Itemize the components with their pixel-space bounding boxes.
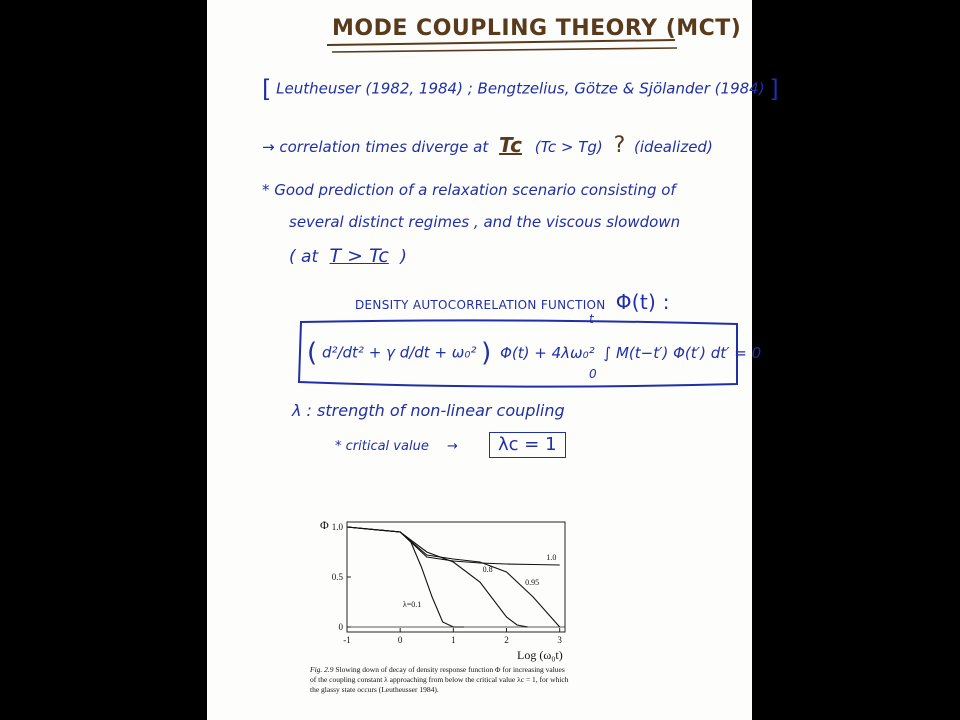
- y-tick-label: 0: [338, 622, 343, 632]
- x-tick-label: 2: [504, 635, 509, 645]
- chart-y-label: Φ: [320, 518, 329, 532]
- integral-upper-limit: t: [589, 312, 594, 326]
- series-label: 0.95: [525, 578, 540, 587]
- bracket-open-icon: [: [262, 75, 272, 103]
- asterisk-icon: *: [262, 181, 270, 199]
- x-tick-label: 3: [557, 635, 562, 645]
- x-tick-label: -1: [343, 635, 351, 645]
- lambda-line: λ : strength of non-linear coupling: [292, 401, 565, 420]
- critical-text: * critical value: [335, 439, 429, 454]
- at-open: ( at: [289, 247, 319, 267]
- at-close: ): [400, 247, 407, 267]
- tc-symbol: Tc: [499, 133, 522, 157]
- t-gt-tc: T > Tc: [329, 245, 389, 267]
- references-text: Leutheuser (1982, 1984) ; Bengtzelius, Götze & Sjölander (1984): [276, 79, 765, 98]
- x-tick-label: 0: [397, 635, 403, 645]
- chart-x-label: Log (ω₀t): [517, 648, 563, 662]
- caption-text: Slowing down of decay of density response function Φ for increasing values of the coupling constant λ approaching from below the critical value λc = 1, for which the glassy state occurs (Leutheusser 1984).: [310, 665, 569, 694]
- tc-tg-condition: (Tc > Tg): [534, 138, 603, 156]
- series-label: 1.0: [546, 553, 557, 562]
- prediction-text-a: Good prediction of a relaxation scenario consisting of: [274, 181, 676, 199]
- equation-phi-term: Φ(t) + 4λω₀²: [500, 343, 595, 362]
- phi-t-symbol: Φ(t) :: [615, 290, 670, 314]
- paren-open: (: [307, 338, 318, 368]
- equation-operator: d²/dt² + γ d/dt + ω₀²: [321, 343, 477, 362]
- caption-fig: Fig. 2.9: [310, 665, 334, 674]
- chart-frame: [347, 522, 565, 632]
- arrow-icon: →: [262, 138, 275, 156]
- integral-lower-limit: 0: [589, 367, 597, 381]
- y-tick-label: 1.0: [331, 522, 343, 532]
- paren-close: ): [481, 338, 492, 368]
- figure-caption: [310, 665, 570, 695]
- x-tick-label: 1: [451, 635, 456, 645]
- prediction-line-2: several distinct regimes , and the viscous slowdown: [289, 213, 681, 231]
- series-line: [347, 527, 528, 627]
- bracket-close-icon: ]: [769, 75, 779, 103]
- page-title: MODE COUPLING THEORY (MCT): [332, 16, 742, 41]
- series-line: [347, 527, 560, 627]
- density-label: DENSITY AUTOCORRELATION FUNCTION: [355, 298, 606, 312]
- critical-value-box: λc = 1: [489, 432, 566, 458]
- question-mark: ?: [613, 133, 626, 158]
- series-line: [347, 527, 464, 627]
- y-tick-label: 0.5: [331, 572, 343, 582]
- series-label: 0.8: [482, 565, 493, 574]
- handwritten-page: [207, 0, 779, 720]
- idealized-note: (idealized): [634, 138, 713, 156]
- coupling-chart: [207, 0, 752, 720]
- series-label: λ=0.1: [402, 600, 422, 609]
- equation-integral: ∫ M(t−t′) Φ(t′) dt′ = 0: [603, 343, 762, 362]
- correlation-text: correlation times diverge at: [279, 138, 489, 156]
- arrow-right-icon: →: [446, 439, 458, 454]
